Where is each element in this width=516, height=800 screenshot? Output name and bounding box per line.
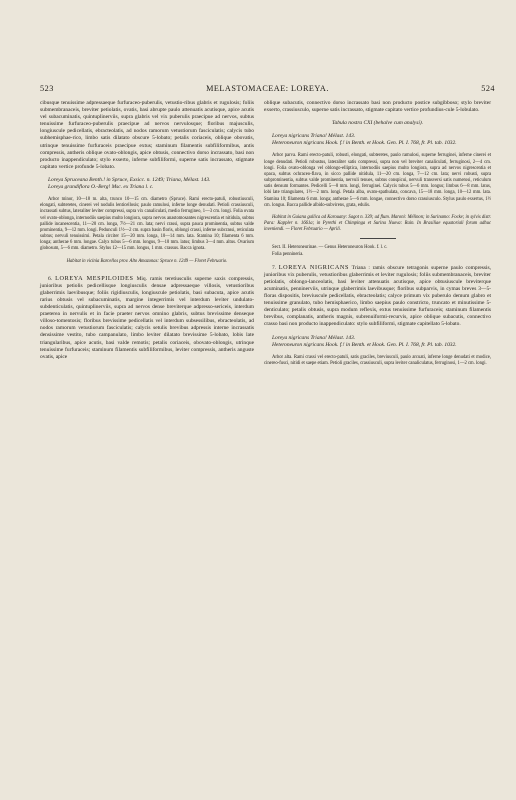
table-reference: Tabula nostra CXI (behalve cum analysi).	[331, 120, 424, 127]
synonym-citation-2: Loreya grandiflora O.-Berg! Msc. ex Triana l. c.	[48, 184, 154, 191]
synonym-citation-2: Heteroneuron nigricans Hook. f.! in Benth. et Hook. Gen. Pl. I. 768, fr. Pl. tab. 1032.	[272, 140, 457, 147]
running-header	[40, 84, 495, 96]
species-name: LOREYA MESPILOIDES	[55, 274, 134, 282]
synonym-citation: Loreya nigricans Triana! Mélast. 143.	[272, 133, 356, 140]
synonym-citation-3: Loreya nigricans Triana! Mélast. 143.	[272, 334, 356, 341]
species-author: Miq.	[136, 275, 148, 282]
species-description	[40, 275, 254, 361]
habitat-note: Habitat in Guiana gallica ad Karouany: Sagot n. 339; ad flum. Maroni: Mélinon; in Surinamo: Focke; in sylvis distr. Para: Kappler n. 1661a; in Pyrethi et Chimpinga et Surina Nuova: Rain. In Brasiliae equatoriali forum adhuc inveniendi. — Floret Februario — Aprili.	[264, 214, 491, 233]
section-divider	[360, 238, 396, 239]
detailed-description: Arbor minor, 10—18 m. alta, trunco 10—15 cm. diametro (Spruce). Rami erecto-patuli, robustiusculi, elongati, subteretes, cinerei vel nodulis lenticellosis; paulo ramulosi, inferne longe denudati. Petioli crassiusculi, incrassati subtus, lateraliter leviter compressi, supra vix canaliculati, medio ferrugineo, 1—3 cm. longi. Folia ovata vel ovato-oblonga, internodiis saepius multo longiora, supra nervos anastomosantes nigrescentia et nitidula, subtus pallide incanescentia, 11—20 cm. longa, 7½—21 cm. lata; nervi crassi, supra pauca prominentia, subtus valde prominentia, 9—12 mm. longi. Pedunculi 1½—2 cm. supra basin floris, oblongi crassi, inferne subcrassi, reticulata subtus; nervuli tenuissimi. Petala circiter 15—20 mm. longa, 10—14 mm. lata. Stamina 10; filamenta 6 mm. longa; antherae 6 mm. longae. Calyx tubus 5—6 mm. longus, 9—10 mm. latus; limbus 3—4 mm. altus. Ovarium globosum, 5—6 mm. diametro. Stylus 12—15 mm. longus, 1 mm. crassus. Bacca ignota.	[40, 197, 254, 252]
species-name: LOREYA NIGRICANS	[278, 263, 350, 271]
left-column	[40, 100, 254, 361]
habitat-note: Habitat in vicinia Barcellos prov. Alto Amazonas: Spruce n. 1249 — Floret Februario.	[66, 258, 228, 264]
species-diagnosis: ramis obscure tetragonis superne paulo compressis, junioribus vix puberulis, vetustioribus glaberrimis et leviter rugulosis; foliis submembranaceis, breviter petiolatis, oblongo-lanceolatis, basi leviter attenuatis acutisque, apice obtusiuscule breviterque acuminatis, penninerviis, utrinque glaberrimis laevibusque; floribus subparvis, in cymas breves 3—5-floras dispositis, breviuscule pedicellatis, ebracteolatis; calyce primum vix puberulo demum glabro et tenuissime granulato, tubo hemisphaerico, limbo saepius paulo constricto, truncato et minutissime 5-denticulato; petalis obtusis, supra modum reflexis, extus tenuissime furfuraceis; staminum filamentis brevibus, complanatis, antheris magnis, subrenuiformi-recurvis, apice oblique subacutis, connectivo crasso basi non producto inappendiculato: stylo subfiliformi, stigmate capitellato 5-lobato.	[264, 264, 492, 328]
species-number: 7.	[272, 264, 277, 271]
detailed-description: Arbor parva. Rami erecto-patuli, robusti, elongati, subteretes, paulo ramulosi, superne ferruginei, inferne cinerei et longe denudati. Petioli robustus, lateraliter satis compressi, supra non vel breviter canaliculati, ferruginosi, 2—4 cm. longi. Folia ovato-oblonga vel oblongo-elliptica, internodiis saepius multo longiora, supra ad nervos nigrescentia et opaca, subtus ochraceo-flava, in sicco pallide nitidula, 11—20 cm. longa, 7—12 cm. lata; nervi robusti, supra subprominentia, subtus valde prominentia, nervuli tenues, subtus conspicui, nervuli transversi satis numerosi, reticulum satis densum formantes. Pedicelli 5—8 mm. longi, ferruginei. Calycis tubus 5—6 mm. longus; limbus 6—8 mm. latus, lobi late triangulares, 1½—2 mm. longi. Petala alba, ovato-spathulata, concava, 15—18 mm. longa, 10—12 mm. lata. Stamina 10; filamenta 6 mm. longa; antherae 5—6 mm. longae, connectivo dorso crassiusculo. Stylus paulo exsertus, 1½ cm. longus. Bacca pallide albido-subvirens, grata, edulis.	[264, 153, 491, 208]
description-continued: oblique subacutis, connectivo dorso incrassato basi non producto postice subgibboso; stylo breviter exserto, crassiusculo, superne satis incrassato, stigmate capitato vertice profundius-cule 5-lobulato.	[264, 100, 491, 114]
description-continued: cibusque tenuissime adpressaeque furfuraceo-puberulis, vetustio-ribus glabris et rugulosis; foliis submembranaceis, breviter petiolatis, ovatis, basi abrupte paulo attenuatis acutisque, apice acutis vel subacuminatis, quintuplinerviis, supra glabris vel vix puberulis praecipue ad nervos, subtus tenuissime furfuraceo-puberulis praecipue ad nervos nervulosque; floribus majusculis, longiuscule pedicellatis, ebracteolatis, ad nodos ramorum vetustiorum fasciculatis; calycis tubo subhemisphae-rico, limbo satis dilatato obscure 5-lobato; petalis coriaceis, oblique obovatis, utrinque tenuissime furfuraceis praecipue extus; staminum filamentis subfiliformibus, antis compressis, antheris oblique ovato-oblongis, apice obtusis, connectivo dorso incrassato, basi non producto inappendiculato; stylo exserto, inferne subfiliformi, superne satis incrassato, stigmate capitato vertice profunde 5-lobato.	[40, 100, 254, 170]
synonym-citation: Loreya Spruceana Benth.! in Spruce, Exsicc. n. 1249; Triana, Mélast. 143.	[48, 176, 211, 183]
page-number-right: 524	[481, 84, 495, 93]
species-description	[264, 264, 491, 329]
right-column	[264, 100, 491, 367]
section-subheading: Folia pennineria.	[272, 251, 304, 257]
section-heading: Sect. II. Heteroneurinae. — Genus Heteroneuron Hook. f. l. c.	[272, 245, 388, 251]
synonym-citation-4: Heteroneuron nigricans Hook. f.! in Benth. et Hook. Gen. Pl. I. 768, fr. Pl. tab. 1032.	[272, 341, 457, 348]
running-title: MELASTOMACEAE: LOREYA.	[206, 84, 329, 93]
species-author: Triana :	[351, 264, 370, 271]
page-number-left: 523	[40, 84, 54, 93]
detailed-description-2: Arbor alta. Rami crassi vel erecto-patuli, satis graciles, breviusculi, paulo arcuati, inferne longe denudati et modice, cinereo-fusci, nitidi et saepe etiam. Petioli graciles, crassiusculi, supra leviter canaliculatus, ferruginosi, 1—2 cm. longi.	[264, 354, 491, 366]
species-diagnosis: ramis teretiusculis superne saxis compressis, junioribus petiolis pedicellisque longiusculis densae adpressaeque villosis, vetustioribus glaberrimis laevibusque; foliis rigidiusculis, longiuscule petiolatis, basi subacuta, apice acutis rarius obtusis vel subacuminatis, margine integerrimis vel interdum leviter undulato-subdenticulatis, quintuplinerviis, supra ad nervos dense breviterque adpresso-sericeis, interdum praeterea in nervulis et in facie praeter nervos omnino glabris, subtus brevissime denseque villoso-tomentosis; floribus brevissime pedicellatis vel interdum subsessilibus, ebracteolatis, ad nodos ramorum vetustiorum fasciculatis; calycis setulis brevibus adpressis interne incrassatis densissime vestito, tubo campanulato, limbo leviter dilatato brevissime 5-lobato, lobis late triangularibus, apice acutis, basi valde remotis; petalis coriaceis, obovato-oblongis, utrinque tenuissime furfuraceis; staminum filamentis subfiliformibus, leviter compressis, antheris anguste ovatis, apice	[40, 275, 255, 360]
species-number: 6.	[48, 275, 53, 282]
